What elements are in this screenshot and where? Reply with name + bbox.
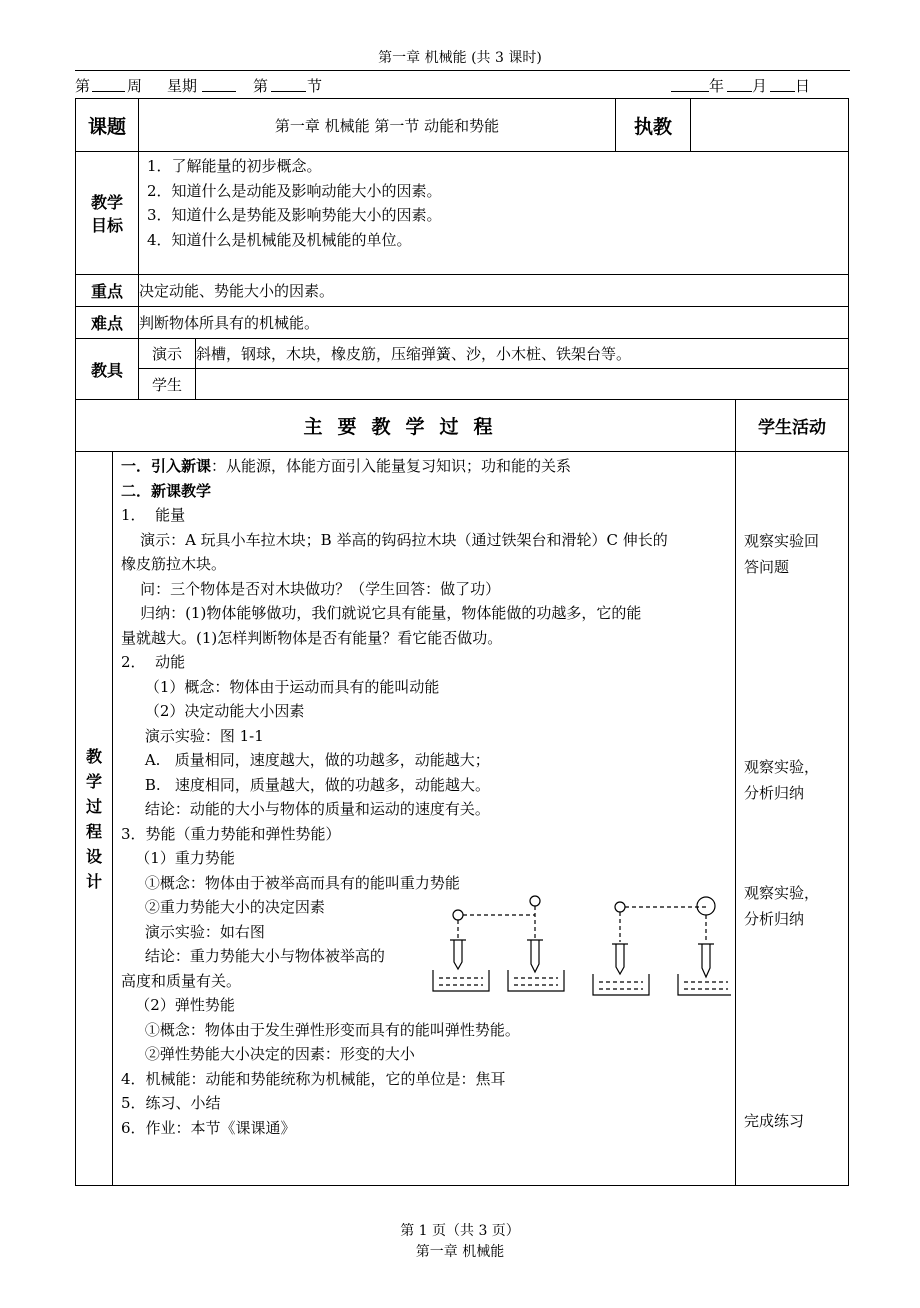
difficulty-label: 难点 bbox=[76, 307, 139, 339]
teacher-value bbox=[691, 99, 849, 152]
process-line-text: ②重力势能大小的决定因素 bbox=[121, 898, 325, 916]
goal-item: 1．了解能量的初步概念。 bbox=[147, 157, 322, 175]
month-blank bbox=[727, 75, 752, 92]
process-line-text: 5．练习、小结 bbox=[121, 1094, 221, 1112]
activity-line: 完成练习 bbox=[744, 1112, 805, 1130]
footer-chapter: 第一章 机械能 bbox=[415, 1244, 505, 1260]
activity-line: 答问题 bbox=[744, 558, 790, 576]
process-line bbox=[121, 846, 735, 871]
activity-line: 分析归纳 bbox=[744, 784, 805, 802]
process-line-text: 橡皮筋拉木块。 bbox=[121, 555, 227, 573]
day-blank bbox=[770, 75, 795, 92]
key-point-value: 决定动能、势能大小的因素。 bbox=[139, 275, 849, 307]
process-line bbox=[121, 797, 735, 822]
key-point-label: 重点 bbox=[76, 275, 139, 307]
activity-line: 观察实验， bbox=[744, 884, 820, 902]
process-line-text: A. 质量相同，速度越大，做的功越多，动能越大； bbox=[121, 751, 490, 769]
side-char: 过 bbox=[85, 796, 102, 816]
process-line-text: 演示：A 玩具小车拉木块；B 举高的钩码拉木块（通过铁架台和滑轮）C 伸长的 bbox=[121, 530, 668, 549]
process-line bbox=[121, 528, 735, 553]
process-line bbox=[121, 1018, 735, 1043]
teacher-label: 执教 bbox=[616, 99, 691, 152]
weekday-label: 星期 bbox=[167, 77, 198, 95]
process-line-text: 高度和质量有关。 bbox=[121, 971, 242, 990]
process-line-text: ①概念：物体由于被举高而具有的能叫重力势能 bbox=[121, 873, 460, 892]
activity-4 bbox=[744, 1108, 844, 1134]
week-suffix: 周 bbox=[127, 77, 143, 95]
process-content bbox=[113, 452, 736, 1186]
process-line-text: ②弹性势能大小决定的因素：形变的大小 bbox=[121, 1045, 415, 1063]
side-char: 计 bbox=[85, 871, 102, 891]
period-suffix: 节 bbox=[307, 77, 323, 95]
process-line-text: 3．势能（重力势能和弹性势能） bbox=[121, 824, 341, 843]
goals-label bbox=[76, 152, 139, 275]
month-label: 月 bbox=[752, 77, 768, 95]
process-line-text: 量就越大。(1)怎样判断物体是否有能量？看它能否做功。 bbox=[121, 628, 503, 647]
footer-page-number: 第 1 页（共 3 页） bbox=[400, 1223, 520, 1239]
process-line bbox=[121, 675, 735, 700]
process-line-text: 演示实验：如右图 bbox=[121, 922, 265, 941]
topic-label: 课题 bbox=[76, 99, 139, 152]
period-prefix: 第 bbox=[253, 77, 269, 95]
year-blank bbox=[671, 75, 709, 92]
side-char: 程 bbox=[85, 821, 102, 841]
week-blank bbox=[92, 75, 125, 92]
process-line bbox=[121, 724, 735, 749]
process-line-text: 问：三个物体是否对木块做功？（学生回答：做了功） bbox=[121, 579, 501, 598]
day-label: 日 bbox=[795, 77, 811, 95]
process-line bbox=[121, 577, 735, 602]
goals-label-line2: 目标 bbox=[91, 216, 124, 235]
date-line bbox=[75, 75, 850, 97]
process-line bbox=[121, 699, 735, 724]
process-lines bbox=[113, 452, 735, 1140]
process-line-text: （2）弹性势能 bbox=[121, 996, 235, 1014]
activity-line: 观察实验回 bbox=[744, 532, 820, 550]
process-line-text: 6．作业：本节《课课通》 bbox=[121, 1118, 296, 1137]
activity-line: 观察实验， bbox=[744, 758, 820, 776]
process-line-text: （1）重力势能 bbox=[121, 849, 235, 867]
header-rule bbox=[75, 70, 850, 71]
process-line-text: 4．机械能：动能和势能统称为机械能，它的单位是：焦耳 bbox=[121, 1069, 506, 1088]
process-line-text: B. 速度相同，质量越大，做的功越多，动能越大。 bbox=[121, 775, 490, 794]
process-line-text: （1）概念：物体由于运动而具有的能叫动能 bbox=[121, 677, 440, 696]
process-line bbox=[121, 626, 735, 651]
activity-line: 分析归纳 bbox=[744, 910, 805, 928]
activity-3 bbox=[744, 880, 844, 932]
tools-student-value bbox=[196, 369, 849, 400]
activity-1 bbox=[744, 528, 844, 580]
difficulty-value: 判断物体所具有的机械能。 bbox=[139, 307, 849, 339]
side-char: 设 bbox=[85, 846, 102, 866]
weekday-blank bbox=[202, 75, 236, 92]
side-char: 教 bbox=[85, 746, 102, 766]
process-side-label bbox=[76, 452, 113, 1186]
lesson-plan-table bbox=[75, 98, 849, 1186]
process-line-text: （2）决定动能大小因素 bbox=[121, 702, 305, 720]
process-line-text: 结论：动能的大小与物体的质量和运动的速度有关。 bbox=[121, 800, 490, 818]
activity-heading: 学生活动 bbox=[736, 400, 849, 452]
goals-label-line1: 教学 bbox=[91, 193, 124, 212]
activity-column bbox=[736, 452, 849, 1186]
tools-demo-value: 斜槽，钢球，木块，橡皮筋，压缩弹簧、沙，小木桩、铁架台等。 bbox=[196, 339, 849, 369]
process-line-text: 演示实验：图 1-1 bbox=[121, 726, 264, 745]
process-line-text: 2． 动能 bbox=[121, 653, 186, 671]
tools-demo-label: 演示 bbox=[139, 339, 196, 369]
week-prefix: 第 bbox=[75, 77, 91, 95]
goal-item: 4．知道什么是机械能及机械能的单位。 bbox=[147, 230, 412, 249]
process-line bbox=[121, 748, 735, 773]
process-line bbox=[121, 503, 735, 528]
process-line bbox=[121, 650, 735, 675]
goal-item: 2．知道什么是动能及影响动能大小的因素。 bbox=[147, 181, 442, 200]
process-line bbox=[121, 454, 735, 479]
tools-student-label: 学生 bbox=[139, 369, 196, 400]
process-line-text: 结论：重力势能大小与物体被举高的 bbox=[121, 947, 385, 965]
page-header-title: 第一章 机械能 (共 3 课时) bbox=[378, 50, 542, 66]
process-line bbox=[121, 1091, 735, 1116]
process-line bbox=[121, 601, 735, 626]
process-line bbox=[121, 1067, 735, 1092]
process-line bbox=[121, 1116, 735, 1141]
process-line-emphasis: 二．新课教学 bbox=[121, 481, 212, 500]
period-blank bbox=[271, 75, 306, 92]
side-char: 学 bbox=[85, 771, 102, 791]
process-line-text: ①概念：物体由于发生弹性形变而具有的能叫弹性势能。 bbox=[121, 1020, 520, 1039]
potential-energy-diagram bbox=[431, 892, 731, 1000]
tools-label: 教具 bbox=[76, 339, 139, 400]
goal-item: 3．知道什么是势能及影响势能大小的因素。 bbox=[147, 206, 442, 224]
activity-2 bbox=[744, 754, 844, 806]
process-line bbox=[121, 773, 735, 798]
process-line-emphasis: 引入新课 bbox=[151, 457, 212, 475]
process-line bbox=[121, 552, 735, 577]
process-line bbox=[121, 1042, 735, 1067]
year-label: 年 bbox=[709, 77, 725, 95]
process-heading: 主要教学过程 bbox=[76, 400, 736, 452]
process-line-text: 归纳：(1)物体能够做功，我们就说它具有能量，物体能做的功越多，它的能 bbox=[121, 604, 642, 622]
process-line bbox=[121, 822, 735, 847]
goals-list bbox=[139, 152, 849, 275]
process-line bbox=[121, 479, 735, 504]
process-line-text: ：从能源，体能方面引入能量复习知识；功和能的关系 bbox=[211, 457, 572, 475]
process-line-text: 1． 能量 bbox=[121, 506, 186, 524]
topic-value: 第一章 机械能 第一节 动能和势能 bbox=[139, 99, 616, 152]
process-line-text: 一． bbox=[121, 457, 152, 475]
